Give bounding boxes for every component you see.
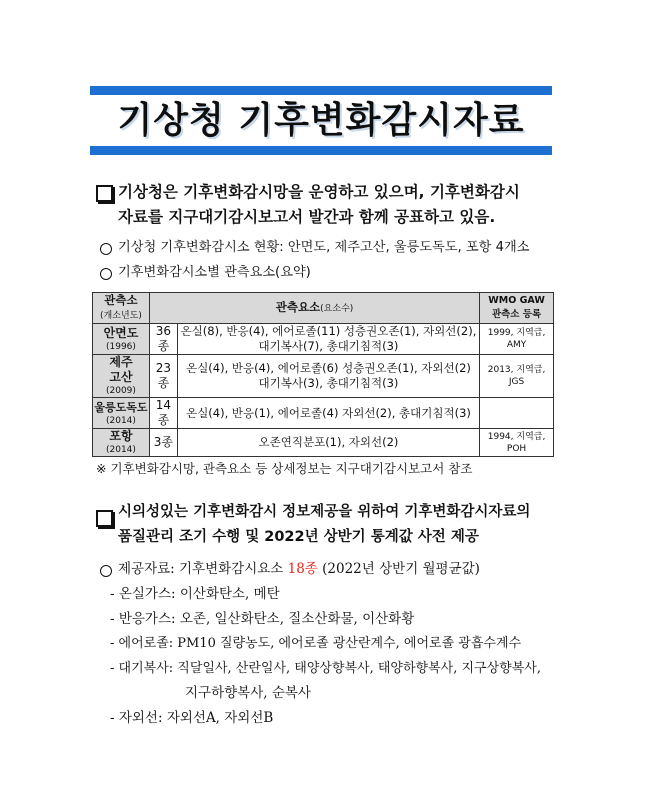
count-unit: 종: [157, 376, 170, 390]
list-item: - 반응가스: 오존, 일산화탄소, 질소산화물, 이산화황: [110, 611, 415, 627]
table-row: [93, 324, 554, 355]
station-name-line1: 제주: [109, 355, 133, 369]
station-cell: [93, 429, 150, 457]
header-elements: [149, 293, 479, 324]
elements-cell: [177, 355, 479, 398]
station-cell: [93, 324, 150, 355]
list-item: - 자외선: 자외선A, 자외선B: [110, 710, 274, 726]
section1-bullet2: 기후변화감시소별 관측요소(요약): [118, 265, 311, 280]
circle-bullet-icon: [100, 243, 112, 255]
header-wmo: [480, 293, 554, 324]
bullet-prefix: 제공자료: 기후변화감시요소: [118, 561, 288, 577]
count-unit: 종: [157, 339, 170, 353]
list-item: - 에어로졸: PM10 질량농도, 에어로졸 광산란계수, 에어로졸 광흡수계수: [110, 636, 522, 651]
station-year: (2014): [105, 415, 136, 426]
count-cell: [149, 324, 177, 355]
station-name: 포항: [109, 429, 133, 443]
station-year: (1996): [105, 341, 136, 352]
table-row: [93, 355, 554, 398]
list-item: - 대기복사: 직달일사, 산란일사, 태양상향복사, 태양하향복사, 지구상향복사,: [110, 661, 541, 676]
elements-line2: 대기복사(7), 총대기침적(3): [258, 339, 399, 353]
count-cell: [149, 429, 177, 457]
count-number: 23: [155, 361, 172, 375]
header-elements-label: 관측요소: [275, 300, 321, 314]
list-item-continuation: 지구하향복사, 순복사: [185, 685, 311, 701]
elements-cell: [177, 429, 479, 457]
header-station-label: 관측소: [104, 293, 138, 307]
section2-bullet: [118, 559, 480, 579]
wmo-line2: AMY: [506, 340, 527, 350]
elements-line1: 온실(8), 반응(4), 에어로졸(11) 성층권오존(1), 자외선(2),: [180, 324, 477, 338]
count-number: 14: [155, 398, 172, 412]
wmo-line2: POH: [506, 443, 527, 454]
station-table: [92, 292, 554, 457]
header-wmo-line2: 관측소 등록: [491, 309, 542, 320]
title-bar-bottom: [90, 146, 552, 155]
count-value: 3종: [153, 435, 174, 449]
wmo-line1: 1994, 지역급,: [487, 431, 546, 442]
wmo-cell: [480, 429, 554, 457]
count-number: 36: [155, 324, 172, 338]
header-wmo-line1: WMO GAW: [488, 295, 545, 306]
section1-heading-line1: 기상청은 기후변화감시망을 운영하고 있으며, 기후변화감시: [118, 183, 520, 201]
station-cell: [93, 398, 150, 429]
station-cell: [93, 355, 150, 398]
station-name: 안면도: [103, 325, 139, 340]
wmo-cell: [480, 324, 554, 355]
station-name: 울릉도독도: [94, 400, 148, 414]
circle-bullet-icon: [100, 565, 112, 577]
wmo-line1: 2013, 지역급,: [487, 365, 546, 375]
page-title: 기상청 기후변화감시자료: [117, 100, 525, 141]
bullet-highlight: 18종: [287, 561, 318, 577]
station-name-line2: 고산: [109, 370, 133, 384]
station-year: (2014): [105, 445, 136, 455]
circle-bullet-icon: [100, 268, 112, 280]
elements-cell: [177, 324, 479, 355]
section1-heading-line2: 자료를 지구대기감시보고서 발간과 함께 공표하고 있음.: [118, 208, 496, 226]
count-cell: [149, 355, 177, 398]
header-station: [93, 293, 150, 324]
section2-heading-line1: 시의성있는 기후변화감시 정보제공을 위하여 기후변화감시자료의: [118, 504, 531, 520]
table-header-row: [93, 293, 554, 324]
station-year: (2009): [105, 386, 136, 396]
elements-line1: 온실(4), 반응(4), 에어로졸(6) 성층권오존(1), 자외선(2): [186, 361, 471, 375]
table-row: [93, 429, 554, 457]
table-row: [93, 398, 554, 429]
count-unit: 종: [157, 413, 170, 427]
count-cell: [149, 398, 177, 429]
list-item: - 온실가스: 이산화탄소, 메탄: [110, 586, 280, 602]
section1-bullet1: 기상청 기후변화감시소 현황: 안면도, 제주고산, 울릉도독도, 포항 4개소: [118, 240, 530, 255]
header-elements-sub: (요소수): [320, 304, 354, 314]
section2-heading-line2: 품질관리 조기 수행 및 2022년 상반기 통계값 사전 제공: [118, 529, 479, 545]
title-bar-top: [90, 86, 552, 95]
wmo-line2: JGS: [508, 377, 525, 387]
wmo-cell: [480, 355, 554, 398]
elements-cell: [177, 398, 479, 429]
table-note: ※ 기후변화감시망, 관측요소 등 상세정보는 지구대기감시보고서 참조: [96, 461, 473, 476]
elements-line1: 오존연직분포(1), 자외선(2): [258, 435, 399, 449]
wmo-cell: [480, 398, 554, 429]
wmo-line1: 1999, 지역급,: [487, 328, 546, 338]
elements-line1: 온실(4), 반응(1), 에어로졸(4) 자외선(2), 총대기침적(3): [186, 405, 471, 420]
header-station-sub: (개소년도): [100, 311, 142, 321]
section1-square-bullet-icon: [96, 185, 113, 202]
title-banner: [90, 86, 552, 156]
bullet-suffix: (2022년 상반기 월평균값): [317, 561, 480, 577]
elements-line2: 대기복사(3), 총대기침적(3): [258, 376, 399, 390]
section2-square-bullet-icon: [96, 510, 113, 527]
